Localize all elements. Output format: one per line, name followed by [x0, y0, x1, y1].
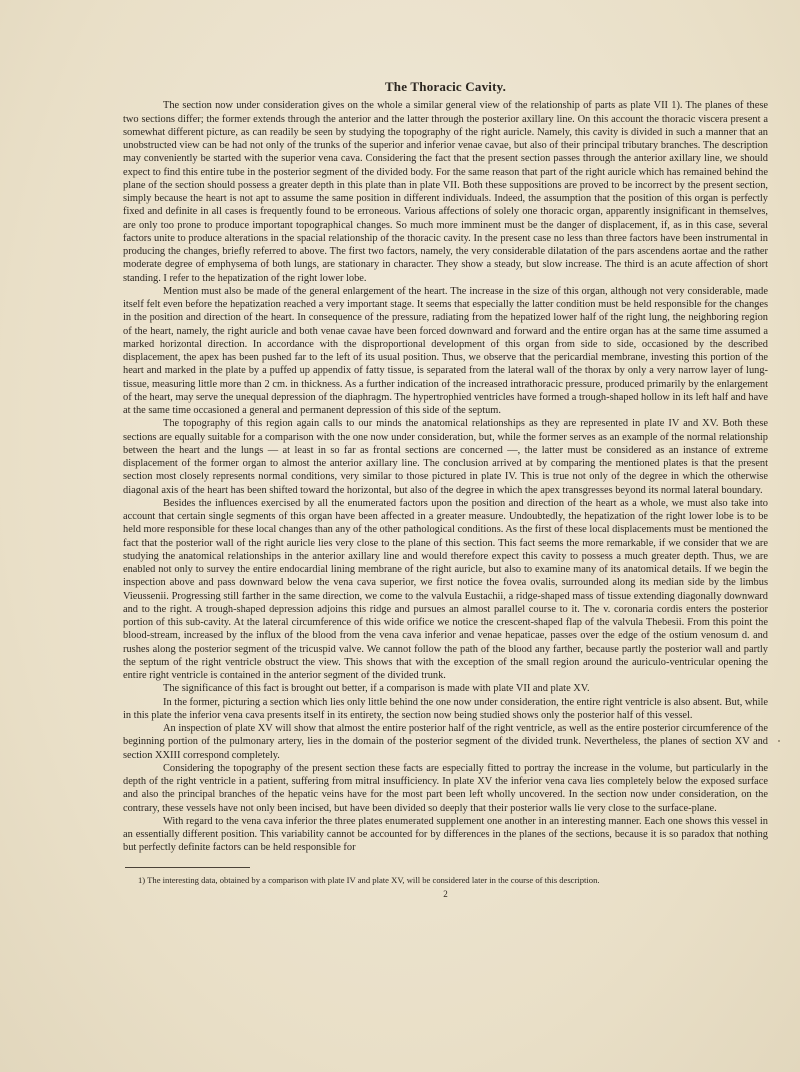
body-paragraph: With regard to the vena cava inferior the three plates enumerated supplement one another in an interesting manner. Each one shows this vessel in an essentially different position. This variability cannot be accounted for by differences in the planes of the sections, because it is so paradox that nothing but perfectly definite factors can be held responsible for	[123, 815, 768, 854]
body-paragraph: An inspection of plate XV will show that almost the entire posterior half of the right ventricle, as well as the entire posterior circumference of the beginning portion of the pulmonary artery, lies in the domain of the posterior segment of the divided trunk. Nevertheless, the planes of section XV and section XXIII correspond completely.	[123, 723, 768, 761]
body-paragraph: Mention must also be made of the general enlargement of the heart. The increase in the size of this organ, although not very considerable, made itself felt even before the hepatization reached a very important stage. It seems that especially the latter condition must be held responsible for the changes in the position and direction of the heart. In consequence of the pressure, radiating from the hepatized lower half of the right lung, the neighboring region of the heart, namely, the right auricle and both venae cavae have been forced downward and forward and the entire organ has at the same time assumed a marked horizontal direction. In accordance with the disproportional development of this organ from side to side, occasioned by the described displacement, the apex has been pushed far to the left of its usual position. Thus, we observe that the pericardial membrane, investing this portion of the heart and marked in the plate by a puffed up appendix of fatty tissue, is separated from the lateral wall of the thorax by only a very narrow layer of lung-tissue, measuring little more than 2 cm. in thickness. As a further indication of the increased intrathoracic pressure, produced primarily by the enlargement of the heart, may serve the unequal depression of the diaphragm. The hypertrophied ventricles have formed a trough-shaped hollow in its left half and have at the same time occasioned a general and permanent depression of this side of the septum.	[123, 285, 768, 416]
body-paragraph: Considering the topography of the present section these facts are especially fitted to portray the increase in the volume, but particularly in the depth of the right ventricle in a patient, suffering from mitral insufficiency. In plate XV the inferior vena cava lies completely below the exposed surface and also the principal branches of the hepatic veins have for the most part been left wholly uncovered. In the section now under consideration, on the contrary, these vessels have not only been incised, but have been divided so deeply that their posterior walls lie very close to the surface-plane.	[123, 762, 768, 814]
body-paragraph: The significance of this fact is brought out better, if a comparison is made with plate VII and plate XV.	[163, 683, 590, 695]
footnote-divider	[125, 867, 250, 868]
body-paragraph: The section now under consideration gives on the whole a similar general view of the relationship of parts as plate VII 1). The planes of these two sections differ; the former extends through the anterior and the latter through the posterior axillary line. On this account the thoracic viscera present a somewhat different picture, as can readily be seen by studying the topography of the right auricle. Namely, this cavity is divided in such a manner that an unobstructed view can be had not only of the trunks of the superior and inferior venae cavae, but also of their principal tributary branches. The description may conveniently be started with the superior vena cava. Considering the fact that the present section passes through the anterior axillary line, we should expect to find this entire tube in the posterior segment of the divided body. For the same reason that part of the right auricle which has remained behind the plane of the section should possess a greater depth in this plate than in plate VII. Both these suppositions are proved to be incorrect by the present section, simply because the heart is not apt to assume the same position in different individuals. Indeed, the assumption that the position of this organ is perfectly fixed and definite in all cases is frequently found to be erroneous. Various affections of solely one thoracic organ, apparently insignificant in themselves, are only too prone to produce important topographical changes. So much more imminent must be the danger of displacement, if, as in this case, several factors unite to produce alterations in the spacial relationship of the thoracic cavity. In the present case no less than three factors have been instrumental in producing the changes, briefly referred to above. The first two factors, namely, the very considerable dilatation of the pars ascendens aortae and the rather moderate degree of emphysema of both lungs, are stationary in character. They show a steady, but slow increase. The third is an acute affection of short standing. I refer to the hepatization of the right lower lobe.	[123, 100, 768, 284]
body-paragraph: The topography of this region again calls to our minds the anatomical relationships as they are represented in plate IV and XV. Both these sections are equally suitable for a comparison with the one now under consideration, but, while the former serves as an example of the normal relationship between the heart and the lungs — at least in so far as frontal sections are concerned —, the latter must be considered as an instance of extreme displacement of the former organ to almost the anterior axillary line. The conclusion arrived at by comparing the mentioned plates is that the present section most closely represents normal conditions, very similar to those pictured in plate IV. This is true not only of the degree in which the otherwise diagonal axis of the heart has been shifted toward the horizontal, but also of the degree in which the apex transgresses beyond its normal lateral boundary.	[123, 418, 768, 496]
body-paragraph: In the former, picturing a section which lies only little behind the one now under consideration, the entire right ventricle is also absent. But, while in this plate the inferior vena cava presents itself in its entirety, the section now being studied shows only the posterior half of this vessel.	[123, 696, 768, 721]
page-title: The Thoracic Cavity.	[384, 79, 507, 94]
page-number: 2	[443, 888, 448, 899]
body-paragraph: Besides the influences exercised by all the enumerated factors upon the position and direction of the heart as a whole, we must also take into account that certain single segments of this organ have been affected in a greater measure. Undoubtedly, the hepatization of the right lower lobe is to be held more responsible for these local changes than any of the other pathological conditions. As the first of these local displacements must be mentioned the fact that the posterior wall of the right auricle lies very close to the plane of this section. This fact seems the more remarkable, if we consider that we are studying the anatomical relationships in the anterior axillary line and would therefore expect this cavity to possess a much greater depth. Thus, we are enabled not only to survey the entire endocardial lining membrane of the right auricle, but also to examine many of its anatomical details. If we begin the inspection above and pass downward below the vena cava superior, we first notice the fovea ovalis, surrounded along its median side by the limbus Vieussenii. Progressing still farther in the same direction, we come to the valvula Eustachii, a ridge-shaped mass of tissue extending diagonally downward and to the right. A trough-shaped depression adjoins this ridge and pursues an almost parallel course to it. The v. coronaria cordis enters the posterior portion of this sub-cavity. At the lateral circumference of this wide orifice we notice the crescent-shaped flap of the valvula Thebesii. From this point the blood-stream, increased by the influx of the blood from the vena cava inferior and venae hepaticae, passes over the edge of the ostium venosum d. and rushes along the posterior segment of the tricuspid valve. We cannot follow the path of the blood any farther, because partly the posterior wall and partly the septum of the right ventricle obstruct the view. This shows that with the exception of the small region around the auriculo-ventricular opening the entire right ventricle is contained in the anterior segment of the divided trunk.	[123, 497, 768, 681]
document-page	[123, 80, 768, 901]
footnote: 1) The interesting data, obtained by a comparison with plate IV and plate XV, will be considered later in the course of this description.	[138, 874, 600, 885]
